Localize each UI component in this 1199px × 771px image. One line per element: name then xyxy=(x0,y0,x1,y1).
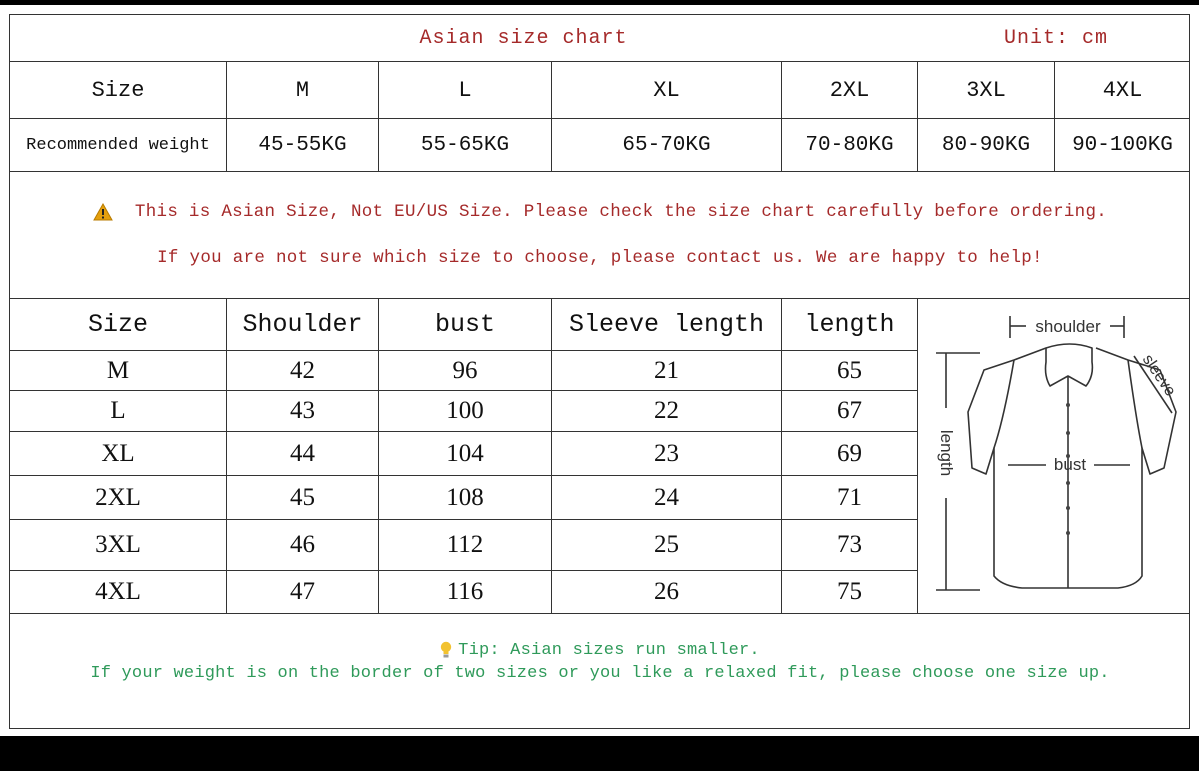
table-cell: XL xyxy=(101,439,135,467)
size-header-cell: L xyxy=(458,77,472,103)
table-cell: 112 xyxy=(446,531,484,558)
shoulder-label: shoulder xyxy=(1035,317,1101,336)
table-cell: 2XL xyxy=(95,483,141,511)
table-cell: 42 xyxy=(290,356,315,384)
unit-label: Unit: cm xyxy=(1003,26,1108,50)
table-cell: 43 xyxy=(290,397,315,424)
divider xyxy=(9,171,1190,172)
table-cell: M xyxy=(106,356,130,384)
shirt-measurement-diagram xyxy=(922,308,1188,613)
weight-cell: 90-100KG xyxy=(1072,133,1173,157)
table-cell: 24 xyxy=(654,483,679,511)
divider xyxy=(917,298,918,613)
table-cell: 4XL xyxy=(95,578,141,605)
table-cell: 71 xyxy=(837,483,862,511)
table-cell: 45 xyxy=(290,483,315,511)
table-cell: 116 xyxy=(446,578,484,605)
notice-line-2: If you are not sure which size to choose, please contact us. We are happy to help! xyxy=(157,248,1043,268)
table-cell: 69 xyxy=(837,439,862,467)
table-cell: 25 xyxy=(654,531,679,558)
size-row-label: Size xyxy=(91,77,145,103)
size-header-cell: 2XL xyxy=(829,77,870,103)
weight-cell: 70-80KG xyxy=(805,133,894,157)
table-cell: 104 xyxy=(446,439,484,467)
table-cell: L xyxy=(110,397,126,424)
table-cell: 3XL xyxy=(95,531,141,558)
bust-label: bust xyxy=(1053,455,1087,474)
size-header-cell: 4XL xyxy=(1102,77,1143,103)
warning-icon xyxy=(93,203,113,221)
weight-cell: 65-70KG xyxy=(622,133,711,157)
weight-row-label: Recommended weight xyxy=(26,135,210,155)
table-cell: 26 xyxy=(654,578,679,605)
table-cell: 96 xyxy=(452,356,478,384)
table-cell: 75 xyxy=(837,578,862,605)
table-cell: 44 xyxy=(290,439,315,467)
size-header-cell: XL xyxy=(653,77,680,103)
tip-line-1 xyxy=(10,638,1190,662)
measure-header-sleeve: Sleeve length xyxy=(568,310,765,339)
tip-line-2: If your weight is on the border of two sizes or you like a relaxed fit, please choose one size up. xyxy=(90,663,1110,683)
table-cell: 47 xyxy=(290,578,315,605)
weight-cell: 45-55KG xyxy=(258,133,347,157)
table-cell: 100 xyxy=(446,397,484,424)
measure-header-shoulder: Shoulder xyxy=(242,310,363,339)
table-cell: 21 xyxy=(654,356,679,384)
table-cell: 73 xyxy=(837,531,862,558)
size-chart-sheet xyxy=(0,5,1199,736)
measure-header-bust: bust xyxy=(434,310,495,339)
table-cell: 46 xyxy=(290,531,315,558)
weight-cell: 55-65KG xyxy=(420,133,510,157)
length-label: length xyxy=(937,429,956,477)
lightbulb-icon xyxy=(440,641,452,659)
measure-header-size: Size xyxy=(87,310,148,339)
table-cell: 65 xyxy=(837,356,862,384)
size-header-cell: M xyxy=(295,77,310,103)
measure-header-length: length xyxy=(804,310,895,339)
tip-text-1: Tip: Asian sizes run smaller. xyxy=(458,640,760,660)
table-cell: 108 xyxy=(446,483,484,511)
table-cell: 23 xyxy=(654,439,679,467)
chart-title: Asian size chart xyxy=(419,26,628,50)
sleeve-label: sleeve xyxy=(1138,351,1179,400)
table-cell: 67 xyxy=(837,397,862,424)
divider xyxy=(9,613,1190,614)
notice-text-1: This is Asian Size, Not EU/US Size. Please check the size chart carefully before ordering. xyxy=(134,202,1108,222)
weight-cell: 80-90KG xyxy=(941,133,1031,157)
table-cell: 22 xyxy=(654,397,679,424)
notice-line-1 xyxy=(10,197,1190,227)
size-header-cell: 3XL xyxy=(966,77,1006,103)
